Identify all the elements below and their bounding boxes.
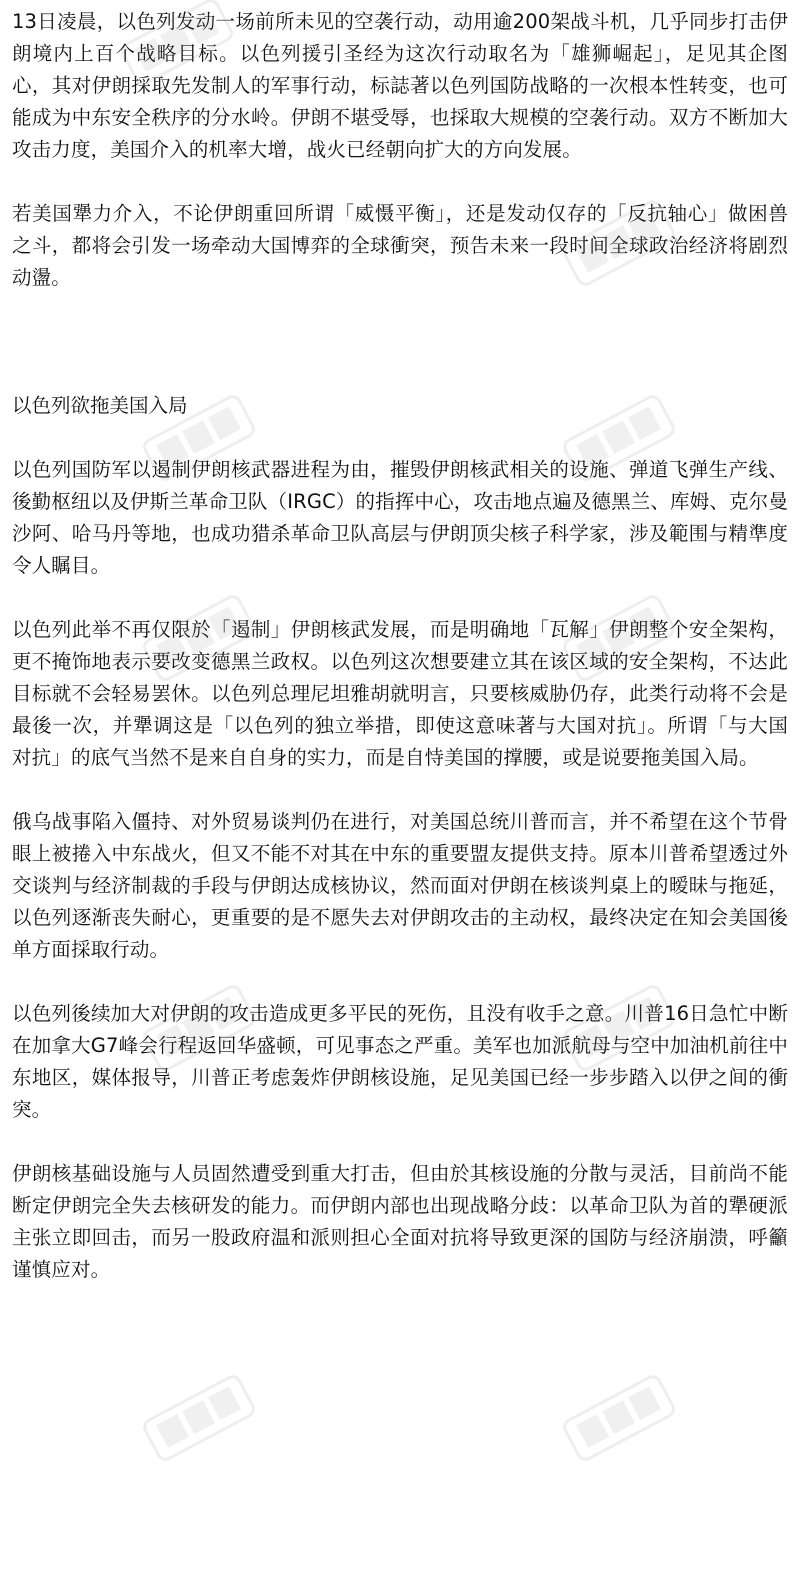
- paragraph-gap: [12, 1126, 788, 1158]
- paragraph-3: 以色列国防军以遏制伊朗核武器进程为由，摧毁伊朗核武相关的设施、弹道飞弹生产线、後勤枢纽以及伊斯兰革命卫队（IRGC）的指挥中心，攻击地点遍及德黑兰、库姆、克尔曼沙阿、哈马丹等地，也成功猎杀革命卫队高层与伊朗顶尖核子科学家，涉及範围与精準度令人瞩目。: [12, 458, 788, 577]
- paragraph-gap: [12, 966, 788, 998]
- paragraph-gap: [12, 774, 788, 806]
- paragraph-7: 伊朗核基础设施与人员固然遭受到重大打击，但由於其核设施的分散与灵活，目前尚不能断定伊朗完全失去核研发的能力。而伊朗内部也出现战略分歧：以革命卫队为首的犟硬派主张立即回击，而另一股政府温和派则担心全面对抗将导致更深的国防与经济崩溃，呼籲谨慎应对。: [12, 1162, 788, 1281]
- paragraph-1: 13日凌晨，以色列发动一场前所未见的空袭行动，动用逾200架战斗机，几乎同步打击伊朗境内上百个战略目标。以色列援引圣经为这次行动取名为「雄狮崛起」，足见其企图心，其对伊朗採取先发制人的军事行动，标誌著以色列国防战略的一次根本性转变，也可能成为中东安全秩序的分水岭。伊朗不堪受辱，也採取大规模的空袭行动。双方不断加大攻击力度，美国介入的机率大增，战火已经朝向扩大的方向发展。: [12, 10, 788, 161]
- paragraph-gap: [12, 422, 788, 454]
- paragraph-gap: [12, 166, 788, 198]
- section-heading: 以色列欲拖美国入局: [12, 394, 188, 417]
- article-body: [12, 6, 788, 1286]
- watermark-logo: [554, 1366, 684, 1471]
- paragraph-6: 以色列後续加大对伊朗的攻击造成更多平民的死伤，且没有收手之意。川普16日急忙中断在加拿大G7峰会行程返回华盛顿，可见事态之严重。美军也加派航母与空中加油机前往中东地区，媒体报导，川普正考虑轰炸伊朗核设施，足见美国已经一步步踏入以伊之间的衝突。: [12, 1002, 788, 1121]
- paragraph-4: 以色列此举不再仅限於「遏制」伊朗核武发展，而是明确地「瓦解」伊朗整个安全架构，更不掩饰地表示要改变德黑兰政权。以色列这次想要建立其在该区域的安全架构，不达此目标就不会轻易罢休。以色列总理尼坦雅胡就明言，只要核威胁仍存，此类行动将不会是最後一次，并犟调这是「以色列的独立举措，即使这意味著与大国对抗」。所谓「与大国对抗」的底气当然不是来自自身的实力，而是自恃美国的撑腰，或是说要拖美国入局。: [12, 618, 788, 769]
- section-gap: [12, 294, 788, 390]
- paragraph-2: 若美国犟力介入，不论伊朗重回所谓「威慑平衡」，还是发动仅存的「反抗轴心」做困兽之斗，都将会引发一场牵动大国博弈的全球衝突，预告未来一段时间全球政治经济将剧烈动盪。: [12, 202, 788, 289]
- paragraph-gap: [12, 582, 788, 614]
- paragraph-5: 俄乌战事陷入僵持、对外贸易谈判仍在进行，对美国总统川普而言，并不希望在这个节骨眼上被捲入中东战火，但又不能不对其在中东的重要盟友提供支持。原本川普希望透过外交谈判与经济制裁的手段与伊朗达成核协议，然而面对伊朗在核谈判桌上的暧昧与拖延，以色列逐渐丧失耐心，更重要的是不愿失去对伊朗攻击的主动权，最终决定在知会美国後单方面採取行动。: [12, 810, 788, 961]
- watermark-logo: [134, 1366, 264, 1471]
